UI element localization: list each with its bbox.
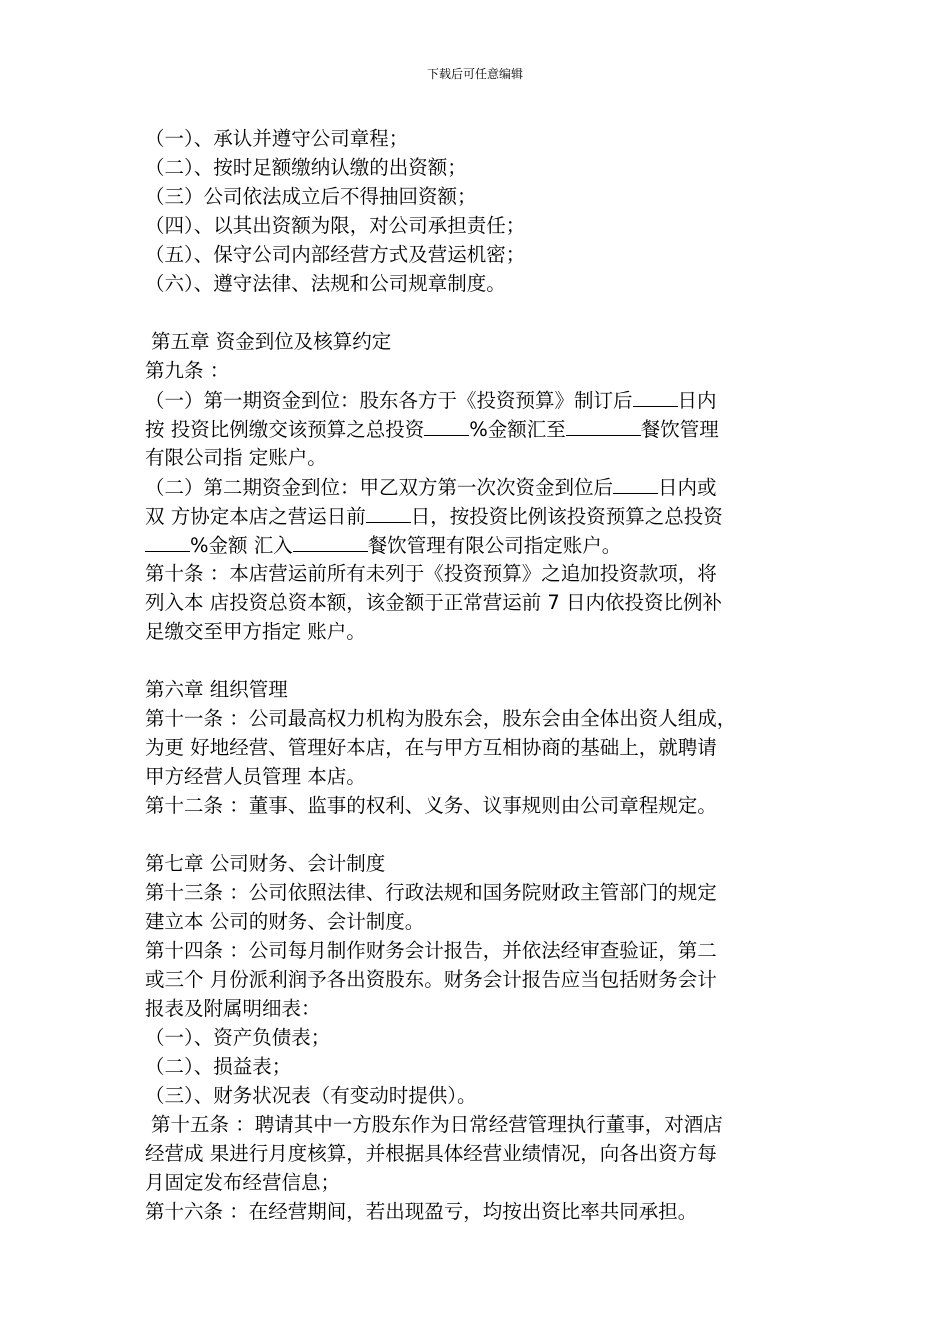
- duty-item: （四）、以其出资额为限，对公司承担责任；: [145, 214, 526, 237]
- blank-field: [366, 501, 411, 523]
- duty-item: （一）、承认并遵守公司章程；: [145, 127, 409, 150]
- duty-item: （二）、按时足额缴纳认缴的出资额；: [145, 156, 467, 179]
- article-13-line: 建立本 公司的财务、会计制度。: [145, 910, 425, 933]
- article-12-line: 第十二条 ：董事、监事的权利、义务、议事规则由公司章程规定。: [145, 794, 717, 817]
- article-13-line: 第十三条 ：公司依照法律、行政法规和国务院财政主管部门的规定: [145, 881, 717, 904]
- art9-clause-2-line-1: （二）第二期资金到位：甲乙双方第一次次资金到位后 日内或: [145, 472, 835, 501]
- blank-field: [145, 530, 190, 552]
- article-15-line: 第十五条 ：聘请其中一方股东作为日常经营管理执行董事，对酒店: [151, 1113, 723, 1136]
- article-9-heading: 第九条 ：: [145, 359, 230, 382]
- blank-field: [633, 385, 678, 407]
- art9-clause-1-line-3: 有限公司指 定账户。: [145, 446, 327, 469]
- report-item: （二）、损益表；: [145, 1055, 292, 1078]
- article-15-line: 经营成 果进行月度核算，并根据具体经营业绩情况，向各出资方每: [145, 1142, 717, 1165]
- art9-clause-1-line-1: （一）第一期资金到位：股东各方于《投资预算》制订后 日内: [145, 385, 835, 414]
- report-item: （一）、资产负债表；: [145, 1026, 331, 1049]
- duty-item: （六）、遵守法律、法规和公司规章制度。: [145, 272, 506, 295]
- article-14-line: 或三个 月份派利润予各出资股东。财务会计报告应当包括财务会计: [145, 968, 717, 991]
- article-10-line: 足缴交至甲方指定 账户。: [145, 620, 366, 643]
- duty-item: （三）公司依法成立后不得抽回资额；: [145, 185, 477, 208]
- art9-clause-2-line-2: 双 方协定本店之营运日前 日，按投资比例该投资预算之总投资: [145, 501, 835, 530]
- article-15-line: 月固定发布经营信息；: [145, 1171, 341, 1194]
- article-10-line: 列入本 店投资总资本额，该金额于正常营运前 7 日内依投资比例补: [145, 591, 723, 614]
- chapter-7-title: 第七章 公司财务、会计制度: [145, 852, 386, 875]
- article-14-line: 报表及附属明细表：: [145, 997, 321, 1020]
- article-11-line: 甲方经营人员管理 本店。: [145, 765, 366, 788]
- article-16-line: 第十六条 ：在经营期间，若出现盈亏，均按出资比率共同承担。: [145, 1200, 698, 1223]
- article-11-line: 第十一条 ：公司最高权力机构为股东会，股东会由全体出资人组成，: [145, 707, 737, 730]
- chapter-6-title: 第六章 组织管理: [145, 678, 288, 701]
- blank-field: [424, 414, 469, 436]
- blank-field: [293, 530, 368, 552]
- article-14-line: 第十四条 ：公司每月制作财务会计报告，并依法经审查验证，第二: [145, 939, 717, 962]
- page-header-note: 下载后可任意编辑: [426, 67, 523, 81]
- article-10-line: 第十条 ：本店营运前所有未列于《投资预算》之追加投资款项，将: [145, 562, 717, 585]
- chapter-5-title: 第五章 资金到位及核算约定: [151, 330, 392, 353]
- report-item: （三）、财务状况表（有变动时提供）。: [145, 1084, 477, 1107]
- art9-clause-2-line-3: %金额 汇入 餐饮管理有限公司指定账户。: [145, 530, 835, 559]
- duty-item: （五）、保守公司内部经营方式及营运机密；: [145, 243, 526, 266]
- art9-clause-1-line-2: 按 投资比例缴交该预算之总投资 %金额汇至 餐饮管理: [145, 414, 835, 443]
- article-11-line: 为更 好地经营、管理好本店，在与甲方互相协商的基础上，就聘请: [145, 736, 717, 759]
- document-body: [145, 124, 835, 1226]
- blank-field: [613, 472, 658, 494]
- blank-field: [566, 414, 641, 436]
